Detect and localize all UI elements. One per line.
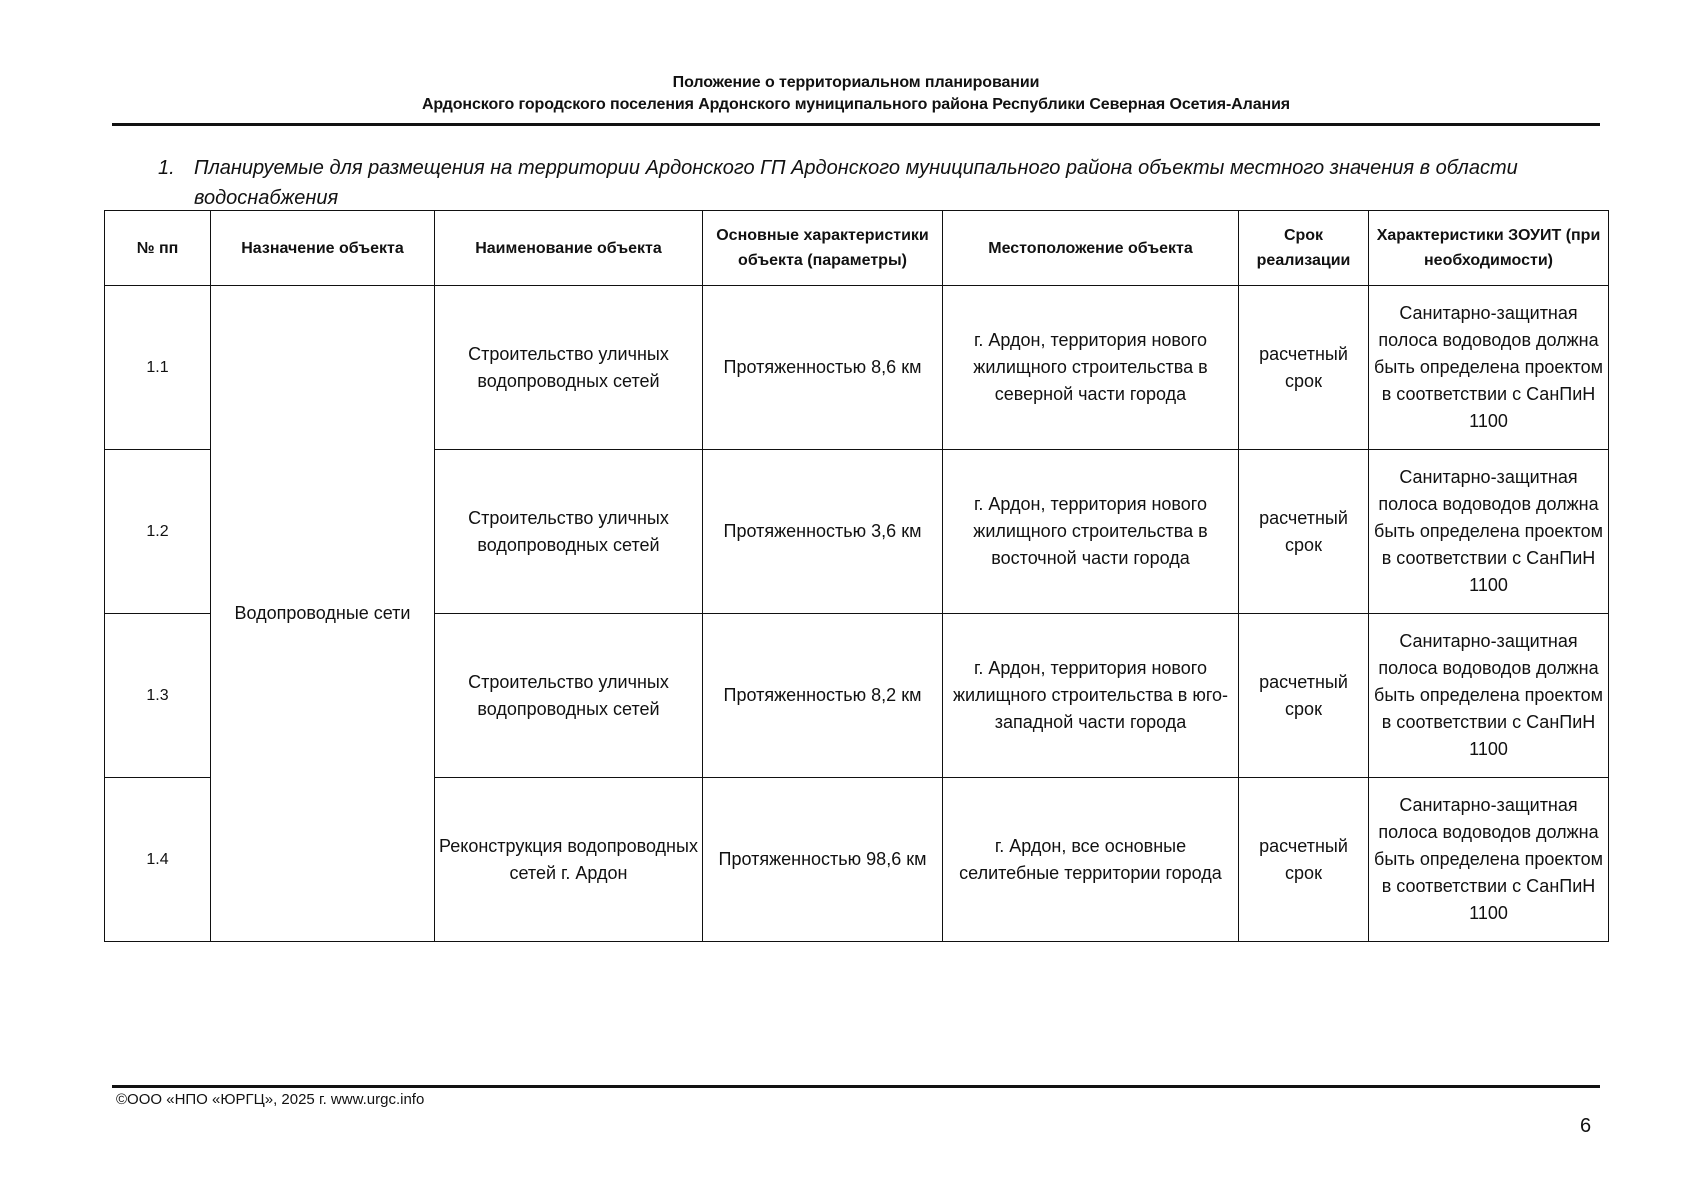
object-location: г. Ардон, территория нового жилищного строительства в северной части города <box>943 286 1239 450</box>
document-header <box>112 72 1600 116</box>
object-location: г. Ардон, территория нового жилищного строительства в юго-западной части города <box>943 614 1239 778</box>
section-number: 1. <box>158 157 175 179</box>
implementation-term: расчетный срок <box>1239 450 1369 614</box>
zouit-characteristics: Санитарно-защитная полоса водоводов должна быть определена проектом в соответствии с СанПиН 1100 <box>1369 286 1609 450</box>
column-header-num: № пп <box>105 211 211 286</box>
column-header-location: Местоположение объекта <box>943 211 1239 286</box>
zouit-characteristics: Санитарно-защитная полоса водоводов должна быть определена проектом в соответствии с СанПиН 1100 <box>1369 614 1609 778</box>
row-number: 1.4 <box>105 778 211 942</box>
object-characteristics: Протяженностью 8,2 км <box>703 614 943 778</box>
implementation-term: расчетный срок <box>1239 614 1369 778</box>
page-number: 6 <box>1580 1115 1592 1137</box>
implementation-term: расчетный срок <box>1239 778 1369 942</box>
object-characteristics: Протяженностью 8,6 км <box>703 286 943 450</box>
table-header-row <box>105 211 1609 286</box>
column-header-characteristics: Основные характеристики объекта (параметры) <box>703 211 943 286</box>
row-number: 1.3 <box>105 614 211 778</box>
header-title-line-2: Ардонского городского поселения Ардонского муниципального района Республики Северная Осетия-Алания <box>421 96 1291 113</box>
footer-divider <box>112 1085 1600 1088</box>
object-location: г. Ардон, территория нового жилищного строительства в восточной части города <box>943 450 1239 614</box>
purpose-cell: Водопроводные сети <box>211 286 435 942</box>
object-name: Строительство уличных водопроводных сетей <box>435 614 703 778</box>
object-characteristics: Протяженностью 3,6 км <box>703 450 943 614</box>
implementation-term: расчетный срок <box>1239 286 1369 450</box>
column-header-purpose: Назначение объекта <box>211 211 435 286</box>
object-name: Строительство уличных водопроводных сетей <box>435 286 703 450</box>
objects-table <box>104 210 1609 942</box>
row-number: 1.2 <box>105 450 211 614</box>
column-header-name: Наименование объекта <box>435 211 703 286</box>
column-header-term: Срок реализации <box>1239 211 1369 286</box>
object-name: Строительство уличных водопроводных сетей <box>435 450 703 614</box>
column-header-zouit: Характеристики ЗОУИТ (при необходимости) <box>1369 211 1609 286</box>
section-title-text: Планируемые для размещения на территории Ардонского ГП Ардонского муниципального района объекты местного значения в области водоснабжения <box>194 157 1518 209</box>
table-row <box>105 286 1609 450</box>
object-location: г. Ардон, все основные селитебные территории города <box>943 778 1239 942</box>
header-title-line-1: Положение о территориальном планировании <box>672 74 1040 91</box>
footer-copyright: ©ООО «НПО «ЮРГЦ», 2025 г. www.urgc.info <box>116 1091 425 1108</box>
zouit-characteristics: Санитарно-защитная полоса водоводов должна быть определена проектом в соответствии с СанПиН 1100 <box>1369 778 1609 942</box>
header-divider <box>112 123 1600 126</box>
row-number: 1.1 <box>105 286 211 450</box>
zouit-characteristics: Санитарно-защитная полоса водоводов должна быть определена проектом в соответствии с СанПиН 1100 <box>1369 450 1609 614</box>
object-name: Реконструкция водопроводных сетей г. Ардон <box>435 778 703 942</box>
object-characteristics: Протяженностью 98,6 км <box>703 778 943 942</box>
